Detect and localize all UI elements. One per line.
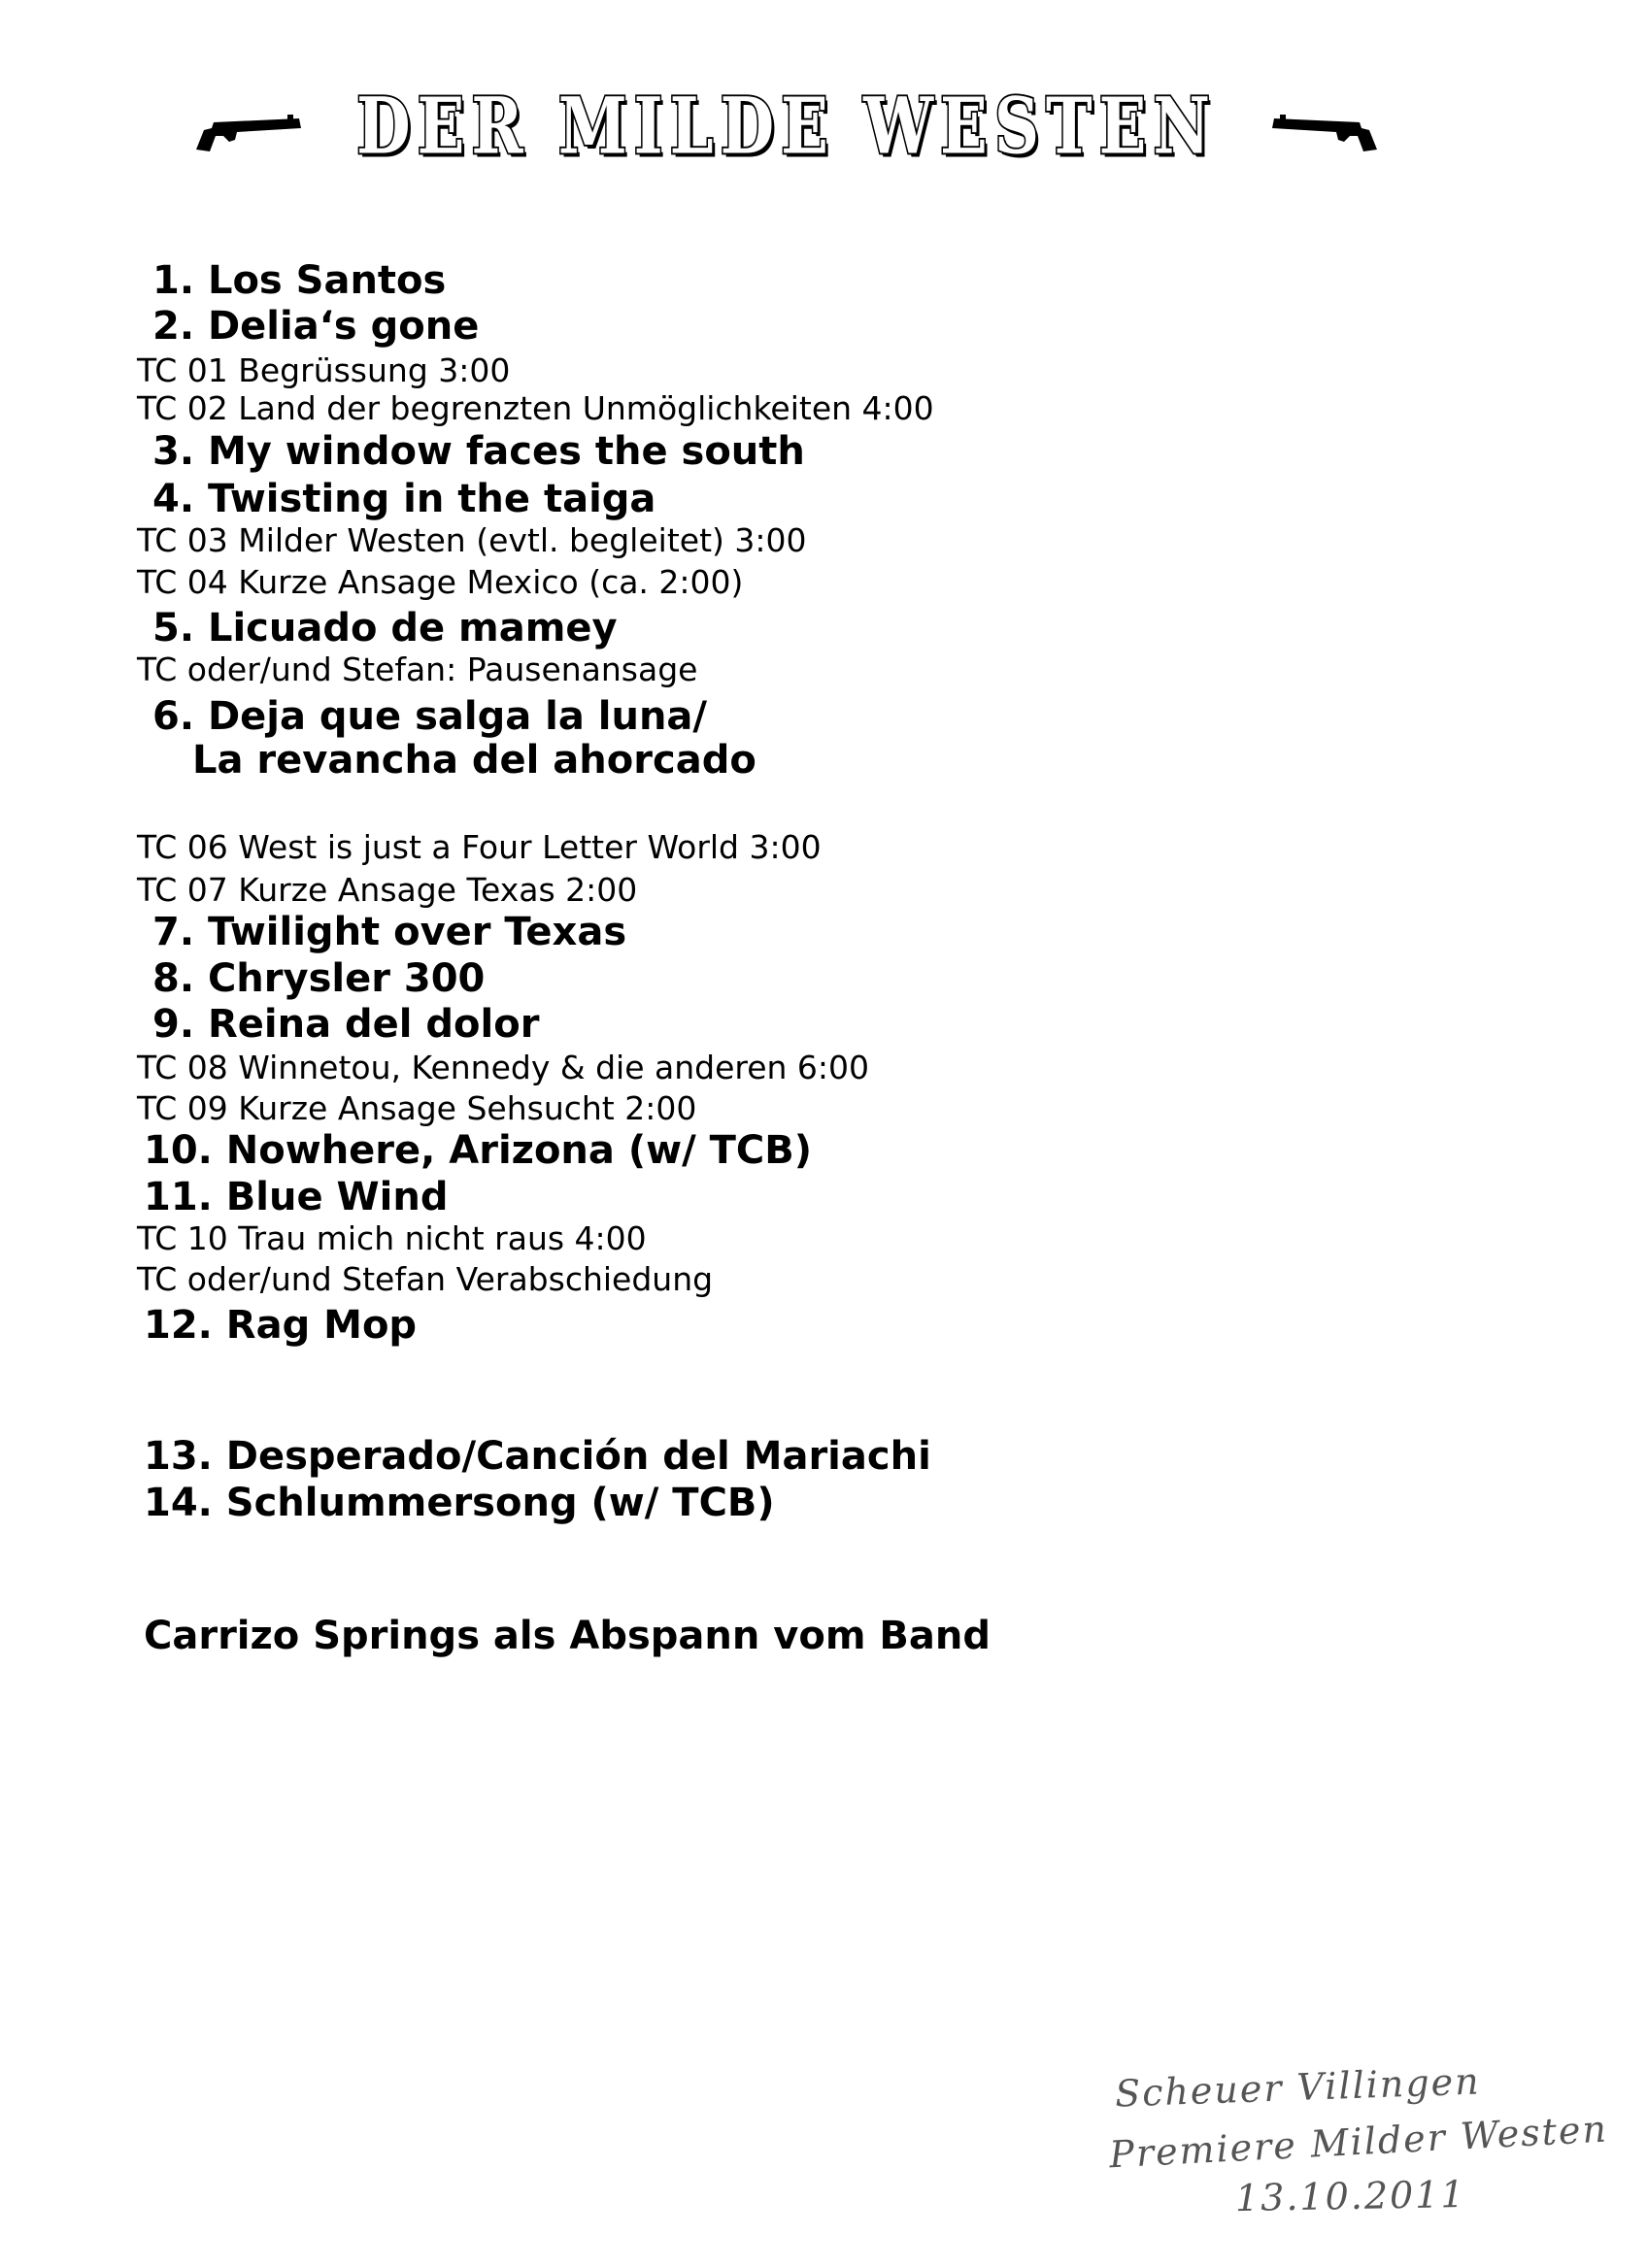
- song-line: 5. Licuado de mamey: [152, 606, 618, 650]
- song-line: 14. Schlummersong (w/ TCB): [144, 1481, 775, 1525]
- page-title: DER MILDE WESTEN: [356, 81, 1217, 172]
- song-line: 13. Desperado/Canción del Mariachi: [144, 1434, 931, 1479]
- closing-line: Carrizo Springs als Abspann vom Band: [144, 1614, 992, 1658]
- tc-line: TC 02 Land der begrenzten Unmöglichkeiten 4:00: [137, 389, 934, 427]
- tc-line: TC 10 Trau mich nicht raus 4:00: [137, 1219, 647, 1257]
- tc-line: TC oder/und Stefan: Pausenansage: [137, 650, 698, 688]
- song-line: 4. Twisting in the taiga: [152, 477, 656, 521]
- song-line: La revancha del ahorcado: [192, 738, 756, 783]
- tc-line: TC 07 Kurze Ansage Texas 2:00: [137, 871, 638, 909]
- song-line: 11. Blue Wind: [144, 1175, 449, 1219]
- song-line: 10. Nowhere, Arizona (w/ TCB): [144, 1128, 813, 1173]
- tc-line: TC 06 West is just a Four Letter World 3:00: [137, 828, 822, 866]
- tc-line: TC 04 Kurze Ansage Mexico (ca. 2:00): [137, 563, 744, 601]
- song-line: 7. Twilight over Texas: [152, 910, 627, 954]
- handwritten-note: Premiere Milder Westen: [1108, 2107, 1609, 2177]
- tc-line: TC 09 Kurze Ansage Sehsucht 2:00: [137, 1089, 697, 1127]
- song-line: 2. Delia‘s gone: [152, 304, 480, 349]
- song-line: 1. Los Santos: [152, 258, 447, 303]
- tc-line: TC 08 Winnetou, Kennedy & die anderen 6:00: [137, 1049, 870, 1086]
- song-line: 9. Reina del dolor: [152, 1002, 540, 1047]
- revolver-icon: [194, 107, 303, 155]
- page-header: [194, 81, 1379, 172]
- tc-line: TC 03 Milder Westen (evtl. begleitet) 3:00: [137, 521, 807, 559]
- song-line: 8. Chrysler 300: [152, 956, 486, 1001]
- song-line: 6. Deja que salga la luna/: [152, 694, 708, 739]
- song-line: 3. My window faces the south: [152, 429, 805, 474]
- handwritten-note: Scheuer Villingen: [1114, 2059, 1482, 2116]
- tc-line: TC 01 Begrüssung 3:00: [137, 351, 511, 389]
- song-line: 12. Rag Mop: [144, 1303, 418, 1348]
- tc-line: TC oder/und Stefan Verabschiedung: [137, 1260, 714, 1298]
- revolver-icon: [1270, 107, 1379, 155]
- handwritten-note: 13.10.2011: [1234, 2172, 1466, 2220]
